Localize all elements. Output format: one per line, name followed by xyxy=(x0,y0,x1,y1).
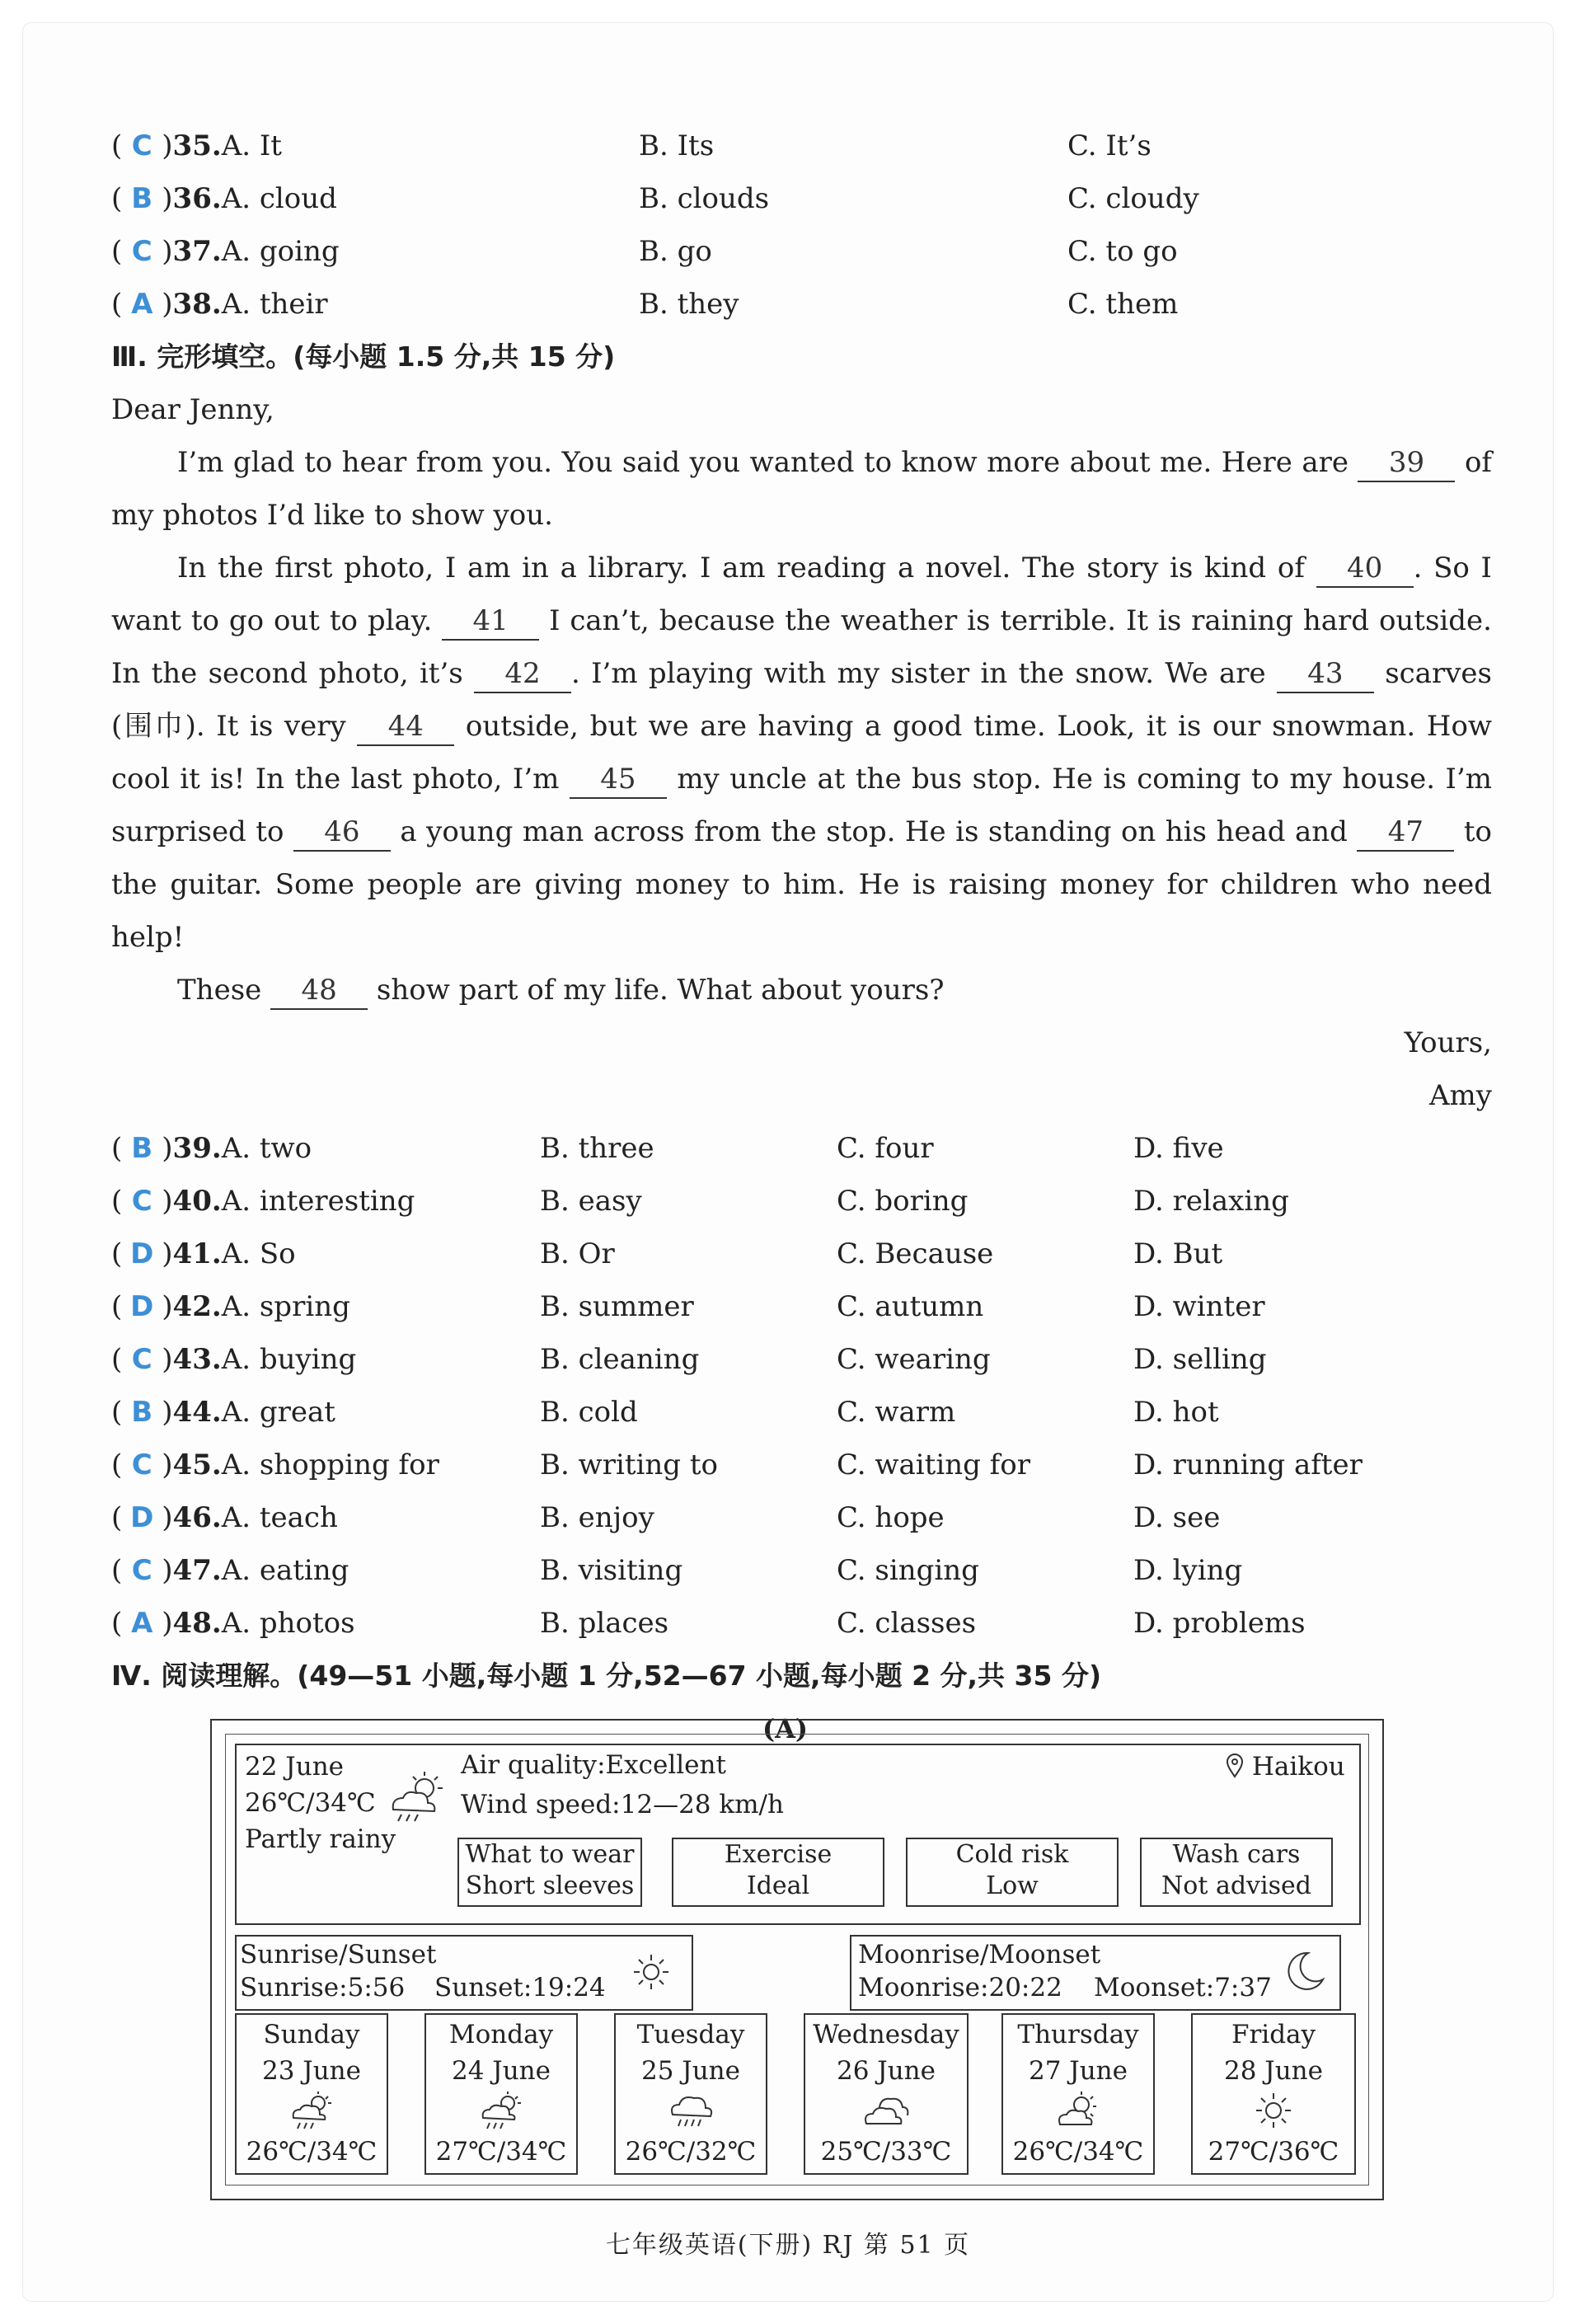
cloze-questions xyxy=(111,1122,1492,1650)
question-number: 35. xyxy=(172,129,222,162)
blank-46: 46 xyxy=(293,814,391,852)
option-a: A. teach xyxy=(221,1501,338,1534)
option-b: B. Its xyxy=(639,129,715,162)
option-c: C. wearing xyxy=(837,1343,991,1376)
question-number: 46. xyxy=(172,1501,222,1534)
moon-icon xyxy=(1280,1948,1326,2001)
today-temp: 26℃/34℃ xyxy=(245,1788,376,1818)
forecast-temp: 26℃/34℃ xyxy=(1012,2137,1144,2167)
option-a: A. their xyxy=(221,288,328,321)
question-number: 37. xyxy=(172,235,222,268)
worksheet-content xyxy=(111,120,1492,1755)
text: . I’m playing with my sister in the snow. We are xyxy=(571,657,1266,690)
option-d: D. relaxing xyxy=(1133,1185,1289,1218)
text: show part of my life. What about yours? xyxy=(376,974,945,1007)
partly-rainy-icon xyxy=(383,1768,449,1833)
forecast-weekday: Tuesday xyxy=(636,2020,745,2049)
sunrise-time: Sunrise:5:56 xyxy=(240,1973,406,2002)
sun-panel xyxy=(235,1935,693,2011)
question-number: 44. xyxy=(172,1396,222,1429)
answer-mark: B xyxy=(131,182,153,215)
forecast-weekday: Wednesday xyxy=(813,2020,959,2049)
today-date: 22 June xyxy=(245,1752,345,1782)
forecast-date: 26 June xyxy=(836,2056,936,2086)
option-b: B. enjoy xyxy=(540,1501,654,1534)
question-number: 47. xyxy=(172,1554,222,1587)
forecast-day xyxy=(1001,2013,1155,2175)
text: These xyxy=(177,974,262,1007)
answer-mark: D xyxy=(130,1290,154,1323)
cloudy-icon xyxy=(805,2087,967,2134)
city-name: Haikou xyxy=(1251,1752,1345,1782)
location xyxy=(1226,1750,1345,1783)
letter-paragraph-3 xyxy=(111,964,1492,1016)
forecast-temp: 27℃/34℃ xyxy=(435,2137,567,2167)
forecast-temp: 26℃/32℃ xyxy=(625,2137,757,2167)
forecast-day xyxy=(235,2013,388,2175)
answer-mark: B xyxy=(131,1132,153,1165)
question-number: 45. xyxy=(172,1448,222,1481)
passage-label: (A) xyxy=(762,1713,809,1744)
text: I’m glad to hear from you. You said you wanted to know more about me. Here are xyxy=(177,446,1349,479)
today-desc: Partly rainy xyxy=(245,1824,396,1854)
tip-title: Cold risk xyxy=(955,1840,1069,1869)
tip-value: Short sleeves xyxy=(465,1871,635,1900)
forecast-day xyxy=(1191,2013,1356,2175)
option-c: C. warm xyxy=(837,1396,956,1429)
option-a: A. spring xyxy=(221,1290,350,1323)
option-d: D. running after xyxy=(1133,1448,1363,1481)
option-a: A. shopping for xyxy=(221,1448,439,1481)
question-46: ( D )46.A. teach B. enjoy C. hope D. see xyxy=(111,1491,1492,1544)
option-b: B. summer xyxy=(540,1290,694,1323)
question-38: ( A )38.A. their B. they C. them xyxy=(111,278,1492,331)
option-c: C. to go xyxy=(1067,235,1178,268)
air-quality: Air quality:Excellent xyxy=(461,1750,726,1780)
question-number: 39. xyxy=(172,1132,222,1165)
answer-mark: C xyxy=(131,1185,152,1218)
option-c: C. waiting for xyxy=(837,1448,1030,1481)
moonrise-time: Moonrise:20:22 xyxy=(858,1973,1062,2002)
option-a: A. So xyxy=(221,1237,296,1270)
option-a: A. great xyxy=(221,1396,335,1429)
option-b: B. cleaning xyxy=(540,1343,700,1376)
sun-title: Sunrise/Sunset xyxy=(240,1940,437,1970)
forecast-date: 24 June xyxy=(451,2056,551,2086)
forecast-date: 23 June xyxy=(261,2056,361,2086)
blank-47: 47 xyxy=(1357,814,1454,852)
text: I can’t, because the weather is terrible. It is raining hard outside. In the second photo, it’s xyxy=(111,604,1492,690)
forecast-date: 25 June xyxy=(640,2056,740,2086)
option-c: C. singing xyxy=(837,1554,979,1587)
section-4-heading: Ⅳ. 阅读理解。(49—51 小题,每小题 1 分,52—67 小题,每小题 2 分,共 35 分) xyxy=(111,1660,1102,1692)
option-d: D. winter xyxy=(1133,1290,1265,1323)
question-number: 40. xyxy=(172,1185,222,1218)
option-d: D. problems xyxy=(1133,1607,1306,1640)
question-37: ( C )37.A. going B. go C. to go xyxy=(111,225,1492,278)
question-43: ( C )43.A. buying B. cleaning C. wearing D. selling xyxy=(111,1333,1492,1386)
option-b: B. visiting xyxy=(540,1554,683,1587)
option-b: B. cold xyxy=(540,1396,638,1429)
forecast-day xyxy=(804,2013,969,2175)
option-c: C. Because xyxy=(837,1237,994,1270)
answer-mark: C xyxy=(131,1554,152,1587)
forecast-day xyxy=(614,2013,767,2175)
text: my uncle at the bus stop. He is coming to my house. I’m surprised to xyxy=(111,763,1493,848)
blank-45: 45 xyxy=(570,761,667,799)
tip-wash-cars xyxy=(1140,1838,1333,1907)
question-number: 36. xyxy=(172,182,222,215)
option-c: C. four xyxy=(837,1132,934,1165)
option-b: B. clouds xyxy=(639,182,770,215)
option-a: A. It xyxy=(221,129,282,162)
forecast-date: 27 June xyxy=(1028,2056,1128,2086)
blank-42: 42 xyxy=(474,655,571,693)
forecast-temp: 27℃/36℃ xyxy=(1208,2137,1339,2167)
question-47: ( C )47.A. eating B. visiting C. singing D. lying xyxy=(111,1544,1492,1597)
text: of my photos I’d like to show you. xyxy=(111,446,1493,532)
option-c: C. classes xyxy=(837,1607,977,1640)
forecast-weekday: Monday xyxy=(448,2020,554,2049)
question-number: 38. xyxy=(172,288,222,321)
question-number: 43. xyxy=(172,1343,222,1376)
moon-title: Moonrise/Moonset xyxy=(858,1940,1101,1970)
tip-title: What to wear xyxy=(465,1840,635,1869)
question-45: ( C )45.A. shopping for B. writing to C. waiting for D. running after xyxy=(111,1439,1492,1491)
tip-value: Ideal xyxy=(746,1871,810,1900)
tip-title: Wash cars xyxy=(1172,1840,1301,1869)
option-d: D. lying xyxy=(1133,1554,1243,1587)
questions-35-38 xyxy=(111,120,1492,331)
tip-exercise xyxy=(672,1838,884,1907)
tip-value: Not advised xyxy=(1161,1871,1311,1900)
weather-card xyxy=(210,1719,1384,2200)
blank-44: 44 xyxy=(357,708,454,746)
letter-closing: Yours, xyxy=(1404,1026,1492,1059)
option-b: B. easy xyxy=(540,1185,642,1218)
blank-39: 39 xyxy=(1358,444,1455,482)
question-40: ( C )40.A. interesting B. easy C. boring D. relaxing xyxy=(111,1175,1492,1228)
location-pin-icon xyxy=(1226,1752,1252,1782)
option-d: D. hot xyxy=(1133,1396,1219,1429)
option-d: D. selling xyxy=(1133,1343,1267,1376)
blank-43: 43 xyxy=(1277,655,1374,693)
option-a: A. buying xyxy=(221,1343,357,1376)
option-a: A. photos xyxy=(221,1607,355,1640)
sunny-icon xyxy=(1193,2087,1354,2134)
option-c: C. autumn xyxy=(837,1290,984,1323)
partly-rainy-icon xyxy=(237,2087,387,2134)
blank-40: 40 xyxy=(1316,550,1414,588)
moon-panel xyxy=(850,1935,1341,2011)
option-a: A. eating xyxy=(221,1554,349,1587)
option-a: A. two xyxy=(221,1132,312,1165)
option-c: C. hope xyxy=(837,1501,945,1534)
partly-cloudy-icon xyxy=(1003,2087,1153,2134)
option-c: C. boring xyxy=(837,1185,969,1218)
text: scarves (围巾). It is very xyxy=(111,657,1492,743)
option-c: C. cloudy xyxy=(1067,182,1199,215)
option-d: D. five xyxy=(1133,1132,1224,1165)
answer-mark: D xyxy=(130,1237,154,1270)
option-b: B. they xyxy=(639,288,739,321)
text: . So I want to go out to play. xyxy=(111,552,1492,637)
text: a young man across from the stop. He is standing on his head and xyxy=(400,815,1348,848)
wind-speed: Wind speed:12—28 km/h xyxy=(461,1790,784,1819)
option-b: B. places xyxy=(540,1607,669,1640)
option-a: A. cloud xyxy=(221,182,337,215)
forecast-weekday: Friday xyxy=(1231,2020,1316,2049)
option-b: B. writing to xyxy=(540,1448,718,1481)
question-36: ( B )36.A. cloud B. clouds C. cloudy xyxy=(111,172,1492,225)
option-c: C. them xyxy=(1067,288,1179,321)
moonset-time: Moonset:7:37 xyxy=(1094,1973,1272,2002)
letter-paragraph-1 xyxy=(111,436,1492,542)
sun-icon xyxy=(631,1951,672,1999)
question-39: ( B )39.A. two B. three C. four D. five xyxy=(111,1122,1492,1175)
forecast-day xyxy=(424,2013,578,2175)
page-footer: 七年级英语(下册) RJ 第 51 页 xyxy=(605,2231,971,2260)
forecast-date: 28 June xyxy=(1223,2056,1323,2086)
answer-mark: C xyxy=(131,235,152,268)
question-number: 48. xyxy=(172,1607,222,1640)
blank-48: 48 xyxy=(270,972,368,1010)
question-48: ( A )48.A. photos B. places C. classes D. problems xyxy=(111,1597,1492,1650)
forecast-temp: 26℃/34℃ xyxy=(246,2137,378,2167)
blank-41: 41 xyxy=(442,603,539,641)
question-41: ( D )41.A. So B. Or C. Because D. But xyxy=(111,1228,1492,1280)
text: to the guitar. Some people are giving money to him. He is raising money for children who need help! xyxy=(111,815,1492,954)
option-a: A. going xyxy=(221,235,340,268)
forecast-temp: 25℃/33℃ xyxy=(820,2137,952,2167)
question-number: 42. xyxy=(172,1290,222,1323)
answer-mark: C xyxy=(131,1448,152,1481)
section-3-heading: Ⅲ. 完形填空。(每小题 1.5 分,共 15 分) xyxy=(111,340,616,373)
option-b: B. Or xyxy=(540,1237,615,1270)
forecast-weekday: Thursday xyxy=(1017,2020,1139,2049)
answer-mark: B xyxy=(131,1396,153,1429)
text: In the first photo, I am in a library. I am reading a novel. The story is kind of xyxy=(177,552,1305,585)
tip-cold-risk xyxy=(906,1838,1119,1907)
question-42: ( D )42.A. spring B. summer C. autumn D. winter xyxy=(111,1280,1492,1333)
letter-paragraph-2 xyxy=(111,542,1492,964)
answer-mark: A xyxy=(131,1607,153,1640)
option-d: D. But xyxy=(1133,1237,1223,1270)
answer-mark: D xyxy=(130,1501,154,1534)
question-35: ( C )35.A. It B. Its C. It’s xyxy=(111,120,1492,172)
partly-rainy-icon xyxy=(426,2087,576,2134)
letter-signature: Amy xyxy=(1428,1079,1492,1112)
letter-salutation: Dear Jenny, xyxy=(111,393,274,426)
option-d: D. see xyxy=(1133,1501,1221,1534)
question-44: ( B )44.A. great B. cold C. warm D. hot xyxy=(111,1386,1492,1439)
forecast-weekday: Sunday xyxy=(263,2020,360,2049)
rain-icon xyxy=(616,2087,766,2134)
tip-title: Exercise xyxy=(724,1840,833,1869)
tip-what-to-wear xyxy=(457,1838,642,1907)
today-panel xyxy=(235,1744,1361,1925)
tip-value: Low xyxy=(986,1871,1039,1900)
question-number: 41. xyxy=(172,1237,222,1270)
sunset-time: Sunset:19:24 xyxy=(434,1973,606,2002)
answer-mark: C xyxy=(131,129,152,162)
option-b: B. three xyxy=(540,1132,654,1165)
answer-mark: A xyxy=(131,288,153,321)
option-c: C. It’s xyxy=(1067,129,1152,162)
option-a: A. interesting xyxy=(221,1185,415,1218)
text: outside, but we are having a good time. Look, it is our snowman. How cool it is! In the last photo, I’m xyxy=(111,710,1493,796)
answer-mark: C xyxy=(131,1343,152,1376)
option-b: B. go xyxy=(639,235,712,268)
